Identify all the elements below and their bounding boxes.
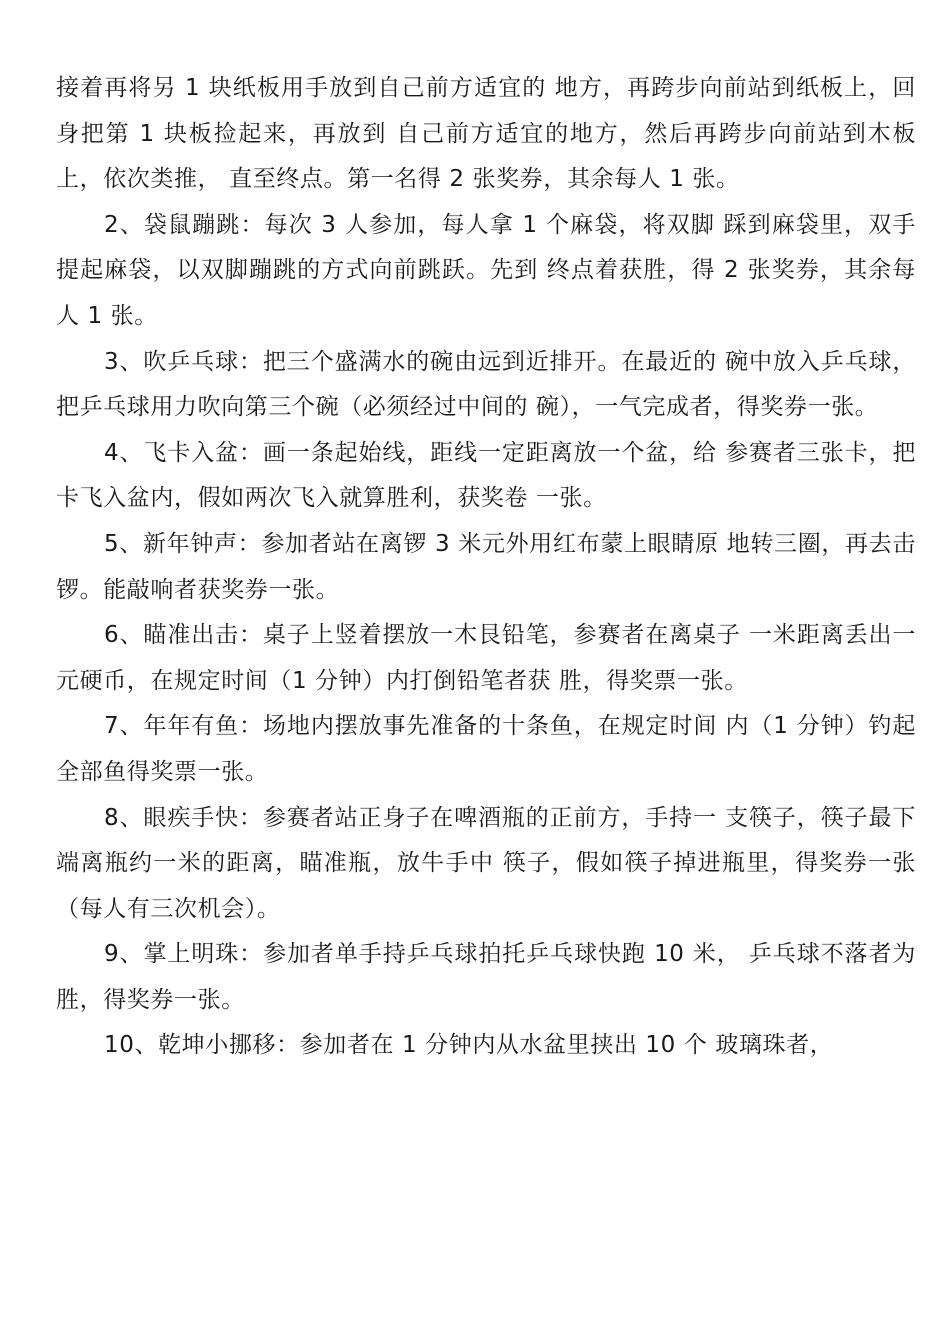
paragraph-item-10: 10、乾坤小挪移：参加者在 1 分钟内从水盆里挟出 10 个 玻璃珠者， xyxy=(104,1032,834,1059)
paragraph-item-4: 4、飞卡入盆：画一条起始线，距线一定距离放一个盆，给 参赛者三张卡，把卡飞入盆内，假如两次飞入就算胜利，获奖卷 一张。 xyxy=(56,439,916,512)
paragraph-item-6: 6、瞄准出击：桌子上竖着摆放一木艮铅笔，参赛者在离桌子 一米距离丢出一元硬币，在规定时间（1 分钟）内打倒铅笔者获 胜，得奖票一张。 xyxy=(56,622,916,694)
paragraph-continuation: 接着再将另 1 块纸板用手放到自己前方适宜的 地方，再跨步向前站到纸板上，回身把第 1 块板捡起来，再放到 自己前方适宜的地方，然后再跨步向前站到木板上，依次类推， 直至终点。第一名得 2 张奖券，其余每人 1 张。 xyxy=(56,75,916,193)
paragraph-item-3: 3、吹乒乓球：把三个盛满水的碗由远到近排开。在最近的 碗中放入乒乓球，把乒乓球用力吹向第三个碗（必须经过中间的 碗），一气完成者，得奖券一张。 xyxy=(56,348,916,421)
paragraph-item-7: 7、年年有鱼：场地内摆放事先准备的十条鱼，在规定时间 内（1 分钟）钓起全部鱼得奖票一张。 xyxy=(56,713,916,785)
paragraph-item-2: 2、袋鼠蹦跳：每次 3 人参加，每人拿 1 个麻袋，将双脚 踩到麻袋里，双手提起麻袋，以双脚蹦跳的方式向前跳跃。先到 终点着获胜，得 2 张奖券，其余每人 1 张。 xyxy=(56,211,916,329)
paragraph-item-5: 5、新年钟声：参加者站在离锣 3 米元外用红布蒙上眼睛原 地转三圈，再去击锣。能敲响者获奖券一张。 xyxy=(56,530,916,603)
document-body xyxy=(56,66,916,1069)
paragraph-item-9: 9、掌上明珠：参加者单手持乒乓球拍托乒乓球快跑 10 米， 乒乓球不落者为胜，得奖券一张。 xyxy=(56,941,916,1013)
paragraph-item-8: 8、眼疾手快：参赛者站正身子在啤酒瓶的正前方，手持一 支筷子，筷子最下端离瓶约一米的距离，瞄准瓶，放牛手中 筷子，假如筷子掉进瓶里，得奖券一张（每人有三次机会）。 xyxy=(56,804,916,922)
